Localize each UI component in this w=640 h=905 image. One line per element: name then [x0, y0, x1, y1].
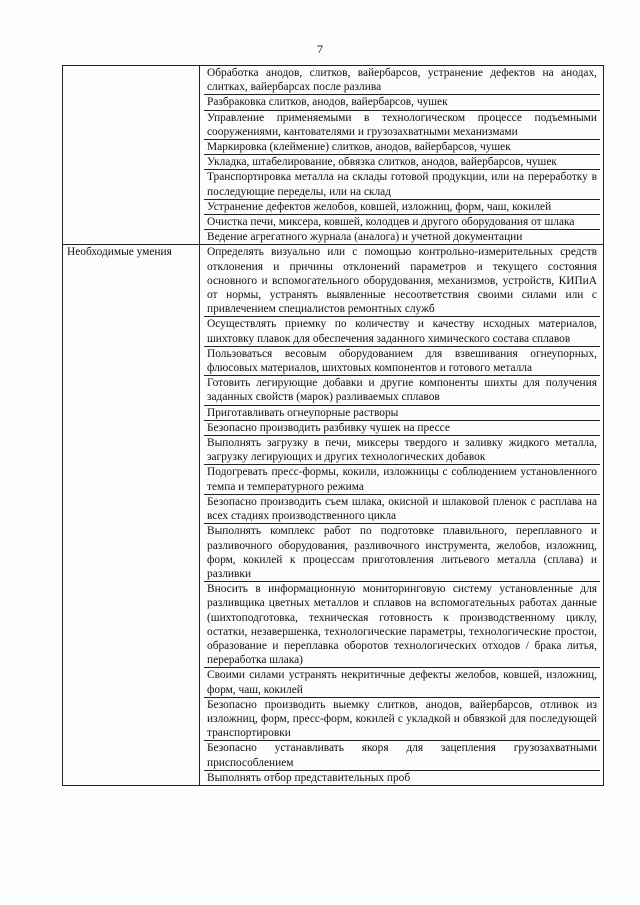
- list-item: Разбраковка слитков, анодов, вайербарсов, чушек: [204, 95, 600, 110]
- list-item: Управление применяемыми в технологическом процессе подъемными сооружениями, кантователями и грузозахватными механизмами: [204, 111, 600, 140]
- list-item: Транспортировка металла на склады готовой продукции, или на переработку в последующие переделы, или на склад: [204, 170, 600, 199]
- competency-table: [62, 65, 604, 786]
- list-item: Очистка печи, миксера, ковшей, колодцев и другого оборудования от шлака: [204, 215, 600, 230]
- list-item: Подогревать пресс-формы, кокили, изложницы с соблюдением установленного темпа и температурного режима: [204, 465, 600, 494]
- list-item: Обработка анодов, слитков, вайербарсов, устранение дефектов на анодах, слитках, вайербарсах после разлива: [204, 66, 600, 95]
- list-item: Своими силами устранять некритичные дефекты желобов, ковшей, изложниц, форм, чаш, кокилей: [204, 668, 600, 697]
- row-label-skills: Необходимые умения: [63, 245, 200, 786]
- list-item: Выполнять комплекс работ по подготовке плавильного, переплавного и разливочного оборудования, разливочного инструмента, желобов, изложниц, форм, кокилей к процессам приготовления литьевого металла (сплава) и разливки: [204, 524, 600, 582]
- labor-actions-list: [204, 66, 600, 244]
- list-item: Выполнять отбор представительных проб: [207, 771, 411, 784]
- list-item: Безопасно производить съем шлака, окисной и шлаковой пленок с расплава на всех стадиях производственного цикла: [204, 495, 600, 524]
- list-item: Укладка, штабелирование, обвязка слитков, анодов, вайербарсов, чушек: [204, 155, 600, 170]
- list-item: Осуществлять приемку по количеству и качеству исходных материалов, шихтовку плавок для обеспечения заданного химического состава сплавов: [204, 317, 600, 346]
- list-item: Маркировка (клеймение) слитков, анодов, вайербарсов, чушек: [204, 140, 600, 155]
- page-number: 7: [317, 42, 323, 56]
- table-row-labor-actions: [63, 66, 604, 245]
- list-item: Устранение дефектов желобов, ковшей, изложниц, форм, чаш, кокилей: [204, 200, 600, 215]
- list-item: Пользоваться весовым оборудованием для взвешивания огнеупорных, флюсовых материалов, шихтовых компонентов и готового металла: [204, 347, 600, 376]
- skills-list: [204, 245, 600, 785]
- row-label-empty: [63, 66, 200, 245]
- labor-actions-cell: [200, 66, 604, 245]
- list-item: Готовить легирующие добавки и другие компоненты шихты для получения заданных свойств (марок) разливаемых сплавов: [204, 376, 600, 405]
- list-item: Безопасно устанавливать якоря для зацепления грузозахватными приспособлением: [204, 741, 600, 770]
- list-item: Выполнять загрузку в печи, миксеры твердого и заливку жидкого металла, загрузку легирующих и других технологических добавок: [204, 436, 600, 465]
- skills-cell: [200, 245, 604, 786]
- list-item: Безопасно производить выемку слитков, анодов, вайербарсов, отливок из изложниц, форм, пресс-форм, кокилей с укладкой и обвязкой для последующей транспортировки: [204, 698, 600, 742]
- list-item: Приготавливать огнеупорные растворы: [204, 406, 600, 421]
- table-row-skills: [63, 245, 604, 786]
- list-item: Ведение агрегатного журнала (аналога) и учетной документации: [207, 231, 523, 244]
- list-item: Определять визуально или с помощью контрольно-измерительных средств отклонения и причины отклонений параметров и текущего состояния основного и вспомогательного оборудования, механизмов, устройств, КИПиА от нормы, устранять выявленные несоответствия своими силами или с привлечением специалистов ремонтных служб: [204, 245, 600, 317]
- list-item: Вносить в информационную мониторинговую систему установленные для разливщика цветных металлов и сплавов на вспомогательных работах данные (шихтоподготовка, техническая готовность к производственному циклу, остатки, незавершенка, технологические параметры, технологические простои, образование и переплавка оборотов технологических отходов / брака литья, переработка шлака): [204, 582, 600, 668]
- list-item: Безопасно производить разбивку чушек на прессе: [204, 421, 600, 436]
